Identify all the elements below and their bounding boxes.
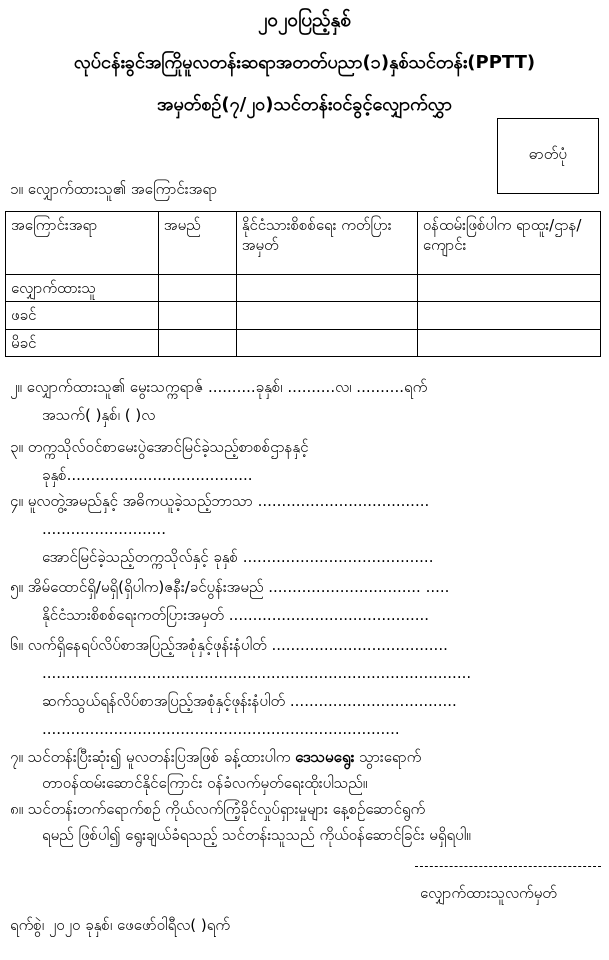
item-6-line-4: ........................................................................... — [42, 720, 400, 738]
item-7-text: ၇။ သင်တန်းပြီးဆုံး၍ မူလတန်းပြအဖြစ် ခန့်ထားပါက — [10, 748, 296, 766]
item-8-line-1: ၈။ သင်တန်းတက်ရောက်စဉ် ကိုယ်လက်ကြံ့ခိုင်လှုပ်ရှားမှုများ နေ့စဉ်ဆောင်ရွက် — [10, 800, 426, 818]
section-1-heading: ၁။ လျှောက်ထားသူ၏ အကြောင်းအရာ — [10, 180, 218, 198]
table-cell[interactable] — [236, 329, 417, 356]
item-6-line-3: ဆက်သွယ်ရန်လိပ်စာအပြည့်အစုံနှင့်ဖုန်းနံပါတ် ................................... — [42, 692, 457, 710]
table-row — [6, 275, 601, 302]
table-header-cell: နိုင်ငံသားစိစစ်ရေး ကတ်ပြားအမှတ် — [236, 212, 417, 275]
table-cell[interactable] — [236, 275, 417, 302]
table-header-cell: အကြောင်းအရာ — [6, 212, 159, 275]
photo-box — [497, 118, 599, 194]
item-7-line-1 — [10, 748, 421, 770]
form-title: အမှတ်စဉ်(၇/၂၀)သင်တန်းဝင်ခွင့်လျှောက်လွှာ — [156, 94, 453, 115]
table-cell: ဖခင် — [6, 302, 159, 329]
photo-box-label: ဓာတ်ပုံ — [529, 145, 567, 163]
item-6-line-1: ၆။ လက်ရှိနေရပ်လိပ်စာအပြည့်အစုံနှင့်ဖုန်းနံပါတ် ..................................... — [10, 636, 448, 654]
item-6-line-2: .......................................................................................... — [42, 664, 472, 682]
table-cell[interactable] — [236, 302, 417, 329]
program-title: လုပ်ငန်းခွင်အကြိုမူလတန်းဆရာအတတ်ပညာ(၁)နှစ်သင်တန်း(PPTT) — [73, 52, 536, 73]
date-line: ရက်စွဲ၊ ၂၀၂၀ ခုနှစ်၊ ဖေဖော်ဝါရီလ( )ရက် — [10, 916, 231, 934]
item-7-emphasis: ဒေသမရွေး — [295, 748, 355, 766]
item-8-line-2: ရမည် ဖြစ်ပါ၍ ရွေးချယ်ခံရသည့် သင်တန်းသူသည် ကိုယ်ဝန်ဆောင်ခြင်း မရှိရပါ။ — [42, 826, 471, 844]
table-cell[interactable] — [417, 275, 600, 302]
item-4-line-3: အောင်မြင်ခဲ့သည့်တက္ကသိုလ်နှင့် ခုနှစ် ........................................ — [42, 548, 434, 566]
item-5-line-2: နိုင်ငံသားစိစစ်ရေးကတ်ပြားအမှတ် .......................................... — [42, 606, 430, 624]
item-2-line-2: အသက်( )နှစ်၊ ( )လ — [42, 406, 156, 424]
table-cell[interactable] — [158, 275, 236, 302]
table-cell[interactable] — [158, 329, 236, 356]
item-3-line-1: ၃။ တက္ကသိုလ်ဝင်စာမေးပွဲအောင်မြင်ခဲ့သည့်စာစစ်ဌာနနှင့် — [10, 438, 309, 456]
signature-label: လျှောက်ထားသူလက်မှတ် — [420, 884, 557, 902]
table-row — [6, 302, 601, 329]
table-cell[interactable] — [417, 302, 600, 329]
table-header-row — [6, 212, 601, 275]
table-cell: မိခင် — [6, 329, 159, 356]
table-row — [6, 329, 601, 356]
form-year: ၂၀၂၀ပြည့်နှစ် — [258, 9, 351, 31]
signature-line[interactable] — [415, 866, 601, 867]
item-2-line-1: ၂။ လျှောက်ထားသူ၏ မွေးသက္ကရာဇ် ..........ခုနှစ်၊ ..........လ၊ ..........ရက် — [10, 378, 428, 396]
table-header-cell: ဝန်ထမ်းဖြစ်ပါက ရာထူး/ဌာန/ကျောင်း — [417, 212, 600, 275]
table-cell[interactable] — [158, 302, 236, 329]
item-4-line-1: ၄။ မူလတွဲ့အမည်နှင့် အဓိကယူခဲ့သည့်ဘာသာ .................................... — [10, 492, 430, 510]
item-7-text-end: သွားရောက် — [354, 748, 422, 766]
item-4-line-2: .......................... — [42, 520, 166, 538]
table-header-cell: အမည် — [158, 212, 236, 275]
table-cell: လျှောက်ထားသူ — [6, 275, 159, 302]
applicant-info-table — [5, 211, 601, 357]
item-7-line-2: တာဝန်ထမ်းဆောင်နိုင်ကြောင်း ဝန်ခံလက်မှတ်ရေးထိုးပါသည်။ — [42, 774, 368, 792]
item-5-line-1: ၅။ အိမ်ထောင်ရှိ/မရှိ(ရှိပါက)ဇနီး/ခင်ပွန်းအမည် ................................ ..... — [10, 578, 450, 596]
item-3-line-2: ခုနှစ်....................................... — [42, 466, 253, 484]
table-cell[interactable] — [417, 329, 600, 356]
